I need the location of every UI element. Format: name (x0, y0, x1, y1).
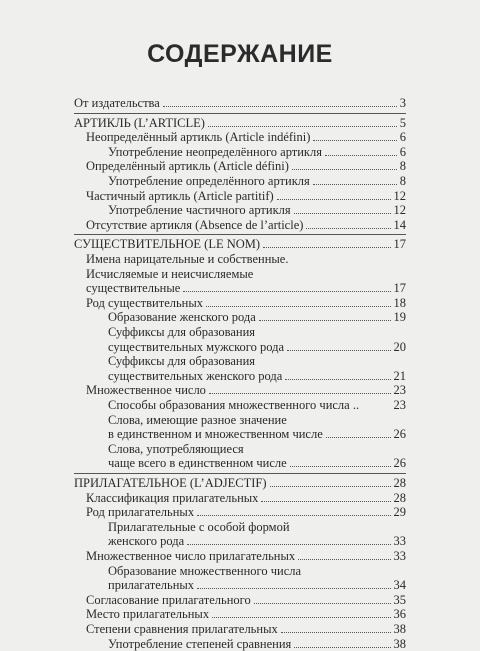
toc-entry-page: 17 (393, 281, 406, 296)
toc-entry-text: Отсутствие артикля (Absence de l’article) (86, 217, 304, 232)
toc-entry-page: 33 (393, 534, 406, 549)
toc-entry (86, 383, 406, 397)
toc-entry (108, 637, 406, 651)
toc-entry-text: Употребление степеней сравнения (108, 636, 292, 651)
toc-entry-text: Имена нарицательные и собственные. (86, 252, 289, 266)
dot-leader (292, 169, 397, 170)
dot-leader (313, 184, 397, 185)
toc-entry (108, 310, 406, 324)
toc-entry-page: 35 (393, 592, 406, 607)
toc-entry-text: существительных мужского рода (108, 339, 285, 354)
toc-entry (108, 520, 406, 534)
toc-entry (108, 564, 406, 578)
toc-entry-text: Суффиксы для образования (108, 354, 256, 369)
toc-entry (86, 130, 406, 144)
toc-entry-page: 20 (393, 339, 406, 354)
toc-entry-text: Употребление неопределённого артикля (108, 144, 322, 159)
toc-entry-text: Способы образования множественного числа .. (108, 398, 360, 412)
dot-leader (270, 486, 391, 487)
section-rule (74, 473, 406, 474)
dot-leader (206, 306, 390, 307)
toc-entry (86, 593, 406, 607)
toc-entry-text: АРТИКЛЬ (L’ARTICLE) (74, 115, 205, 130)
toc-entry-page: 12 (393, 203, 406, 218)
toc-entry-text: Классификация прилагательных (86, 490, 259, 505)
toc-entry-text: СУЩЕСТВИТЕЛЬНОЕ (LE NOM) (74, 237, 261, 252)
toc-entry (108, 398, 406, 412)
toc-entry-page: 18 (393, 295, 406, 310)
toc-entry-text: Множественное число прилагательных (86, 549, 296, 563)
dot-leader (287, 350, 390, 351)
dot-leader (277, 199, 391, 200)
toc-entry-text: Образование женского рода (108, 310, 256, 325)
toc-entry-text: женского рода (108, 534, 185, 549)
dot-leader (254, 603, 391, 604)
toc-entry-text: Степени сравнения прилагательных (86, 622, 278, 636)
toc-entry (108, 427, 406, 441)
dot-leader (294, 647, 390, 648)
toc-entry (74, 237, 406, 251)
toc-entry (108, 203, 406, 217)
dot-leader (313, 140, 396, 141)
toc-entry-page: 8 (399, 174, 406, 188)
toc-entry (108, 369, 406, 383)
toc-entry-text: Суффиксы для образования (108, 325, 256, 339)
toc-entry-text: существительных женского рода (108, 368, 283, 383)
toc-entry (108, 456, 406, 470)
toc-entry (74, 476, 406, 490)
toc-entry-text: Слова, употребляющиеся (108, 441, 244, 456)
toc-entry (86, 296, 406, 310)
toc-entry-page: 21 (393, 368, 406, 383)
toc-entry (86, 281, 406, 295)
toc-entry-text: Определённый артикль (Article défini) (86, 159, 289, 174)
toc-entry-page: 28 (393, 476, 406, 490)
toc-entry-page: 38 (393, 636, 406, 651)
toc-entry (86, 189, 406, 203)
dot-leader (263, 247, 390, 248)
toc-entry-page: 14 (393, 217, 406, 232)
toc-entry-page: 5 (399, 115, 406, 130)
toc-entry-text: ПРИЛАГАТЕЛЬНОЕ (L’ADJECTIF) (74, 476, 267, 490)
dot-leader (290, 466, 391, 467)
toc-entry (108, 325, 406, 339)
toc-entry (86, 622, 406, 636)
toc-entry (86, 267, 406, 281)
toc-entry-text: Употребление определённого артикля (108, 174, 310, 188)
dot-leader (209, 393, 391, 394)
toc-entry-text: Место прилагательных (86, 607, 210, 622)
toc-entry (108, 442, 406, 456)
dot-leader (362, 408, 390, 409)
dot-leader (306, 228, 390, 229)
toc-entry-text: прилагательных (108, 578, 195, 593)
dot-leader (326, 437, 391, 438)
toc-entry-text: в единственном и множественном числе (108, 427, 323, 442)
toc-entry (74, 96, 406, 110)
toc-entry (108, 354, 406, 368)
dot-leader (294, 213, 391, 214)
toc-entry-page: 12 (393, 188, 406, 203)
toc-entry (108, 413, 406, 427)
section-rule (74, 113, 406, 114)
page-title: СОДЕРЖАНИЕ (147, 40, 333, 68)
dot-leader (197, 515, 390, 516)
toc-entry (108, 174, 406, 188)
toc-entry-text: Употребление частичного артикля (108, 203, 291, 218)
toc-entry-page: 17 (393, 237, 406, 252)
toc-entry-text: Прилагательные с особой формой (108, 519, 290, 534)
toc-entry (86, 505, 406, 519)
toc-entry-page: 34 (393, 578, 406, 593)
toc-entry (108, 145, 406, 159)
dot-leader (187, 544, 390, 545)
dot-leader (261, 501, 390, 502)
toc-entry (108, 534, 406, 548)
toc-entry (108, 340, 406, 354)
toc-entry (86, 549, 406, 563)
toc-entry-text: Род существительных (86, 295, 204, 310)
toc-entry (86, 252, 406, 266)
dot-leader (183, 291, 390, 292)
toc-entry (86, 491, 406, 505)
toc-entry-text: Частичный артикль (Article partitif) (86, 188, 274, 203)
toc-entry-page: 28 (393, 490, 406, 505)
toc-entry-text: Неопределённый артикль (Article indéfini) (86, 130, 311, 145)
toc-entry (86, 607, 406, 621)
toc-entry-text: чаще всего в единственном числе (108, 456, 287, 471)
dot-leader (208, 126, 397, 127)
toc-entry-text: существительные (86, 281, 181, 296)
section-rule (74, 234, 406, 235)
toc-entry-text: Род прилагательных (86, 505, 195, 520)
toc-entry-page: 36 (393, 607, 406, 622)
toc-entry-page: 3 (399, 96, 406, 110)
toc-entry-page: 6 (399, 130, 406, 145)
toc-entry-text: От издательства (74, 96, 160, 110)
dot-leader (298, 559, 390, 560)
dot-leader (285, 379, 390, 380)
toc-entry (74, 116, 406, 130)
dot-leader (212, 617, 390, 618)
toc-entry-page: 38 (393, 622, 406, 636)
toc-entry (86, 159, 406, 173)
toc-entry-text: Согласование прилагательного (86, 592, 251, 607)
dot-leader (197, 588, 390, 589)
toc-entry-text: Слова, имеющие разное значение (108, 412, 287, 427)
toc-entry (86, 218, 406, 232)
toc-entry-page: 29 (393, 505, 406, 520)
toc-entry-page: 26 (393, 427, 406, 442)
dot-leader (259, 320, 391, 321)
dot-leader (281, 632, 391, 633)
toc-entry-page: 33 (393, 549, 406, 563)
toc-entry-page: 6 (399, 144, 406, 159)
dot-leader (325, 155, 397, 156)
toc-entry-page: 26 (393, 456, 406, 471)
toc-entry-page: 23 (393, 398, 406, 412)
dot-leader (163, 106, 397, 107)
toc-entry-page: 8 (399, 159, 406, 174)
toc-entry-text: Образование множественного числа (108, 563, 302, 578)
toc-entry-page: 19 (393, 310, 406, 325)
toc-entry-text: Множественное число (86, 383, 206, 398)
toc-entry (108, 578, 406, 592)
toc-entry-page: 23 (393, 383, 406, 398)
toc-entry-text: Исчисляемые и неисчисляемые (86, 266, 254, 281)
